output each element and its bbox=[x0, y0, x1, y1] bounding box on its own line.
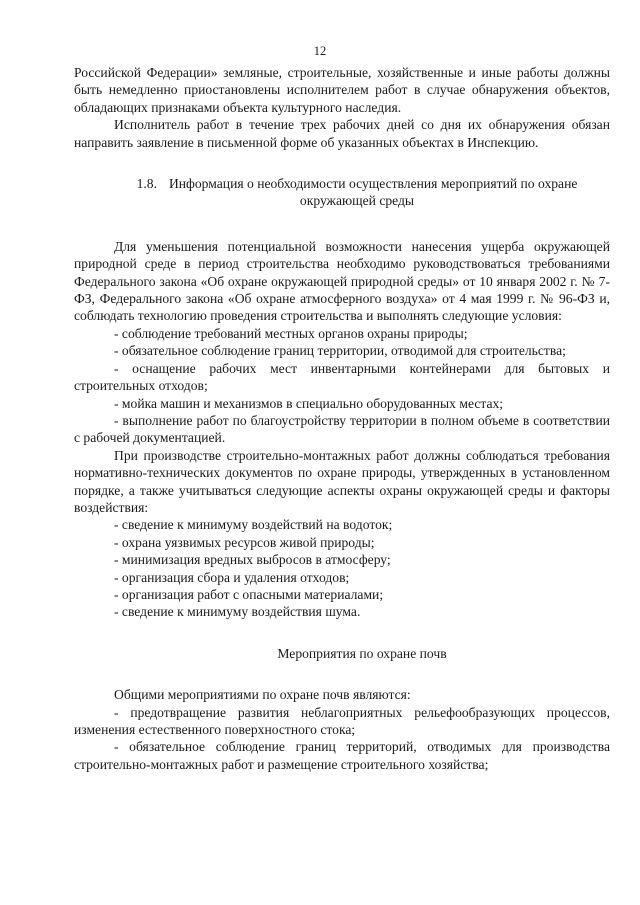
list-item: - выполнение работ по благоустройству территории в полном объеме в соответствии с рабочей документацией. bbox=[74, 412, 610, 446]
list-item: - сведение к минимуму воздействий на водоток; bbox=[114, 517, 393, 533]
soil-heading: Мероприятия по охране почв bbox=[277, 645, 447, 661]
list-item: - организация сбора и удаления отходов; bbox=[114, 569, 350, 585]
list-item: - организация работ с опасными материалами; bbox=[114, 586, 384, 602]
list-item: - предотвращение развития неблагоприятных рельефообразующих процессов, изменения естественного поверхностного стока; bbox=[74, 704, 610, 737]
page-number: 12 bbox=[313, 44, 327, 58]
list-item: - охрана уязвимых ресурсов живой природы; bbox=[114, 534, 375, 550]
list-item: - обязательное соблюдение границ территории, отводимой для строительства; bbox=[114, 343, 566, 359]
paragraph-soil-lead: Общими мероприятиями по охране почв являются: bbox=[114, 687, 411, 703]
list-item: - обязательное соблюдение границ территорий, отводимых для производства строительно-монтажных работ и размещение строительного хозяйства; bbox=[74, 739, 610, 772]
section-number: 1.8. bbox=[136, 176, 157, 192]
paragraph-intro-2: Исполнитель работ в течение трех рабочих дней со дня их обнаружения обязан направить заявление в письменной форме об указанных объектах в Инспекцию. bbox=[74, 117, 610, 150]
list-item: - оснащение рабочих мест инвентарными контейнерами для бытовых и строительных отходов; bbox=[74, 360, 610, 394]
list-item: - минимизация вредных выбросов в атмосферу; bbox=[114, 552, 391, 568]
document-body bbox=[74, 64, 610, 773]
paragraph-env-lead: Для уменьшения потенциальной возможности нанесения ущерба окружающей природной среде в период строительства необходимо руководствоваться требованиями Федерального закона «Об охране окружающей природной среды» от 10 января 2002 г. № 7-ФЗ, Федерального закона «Об охране атмосферного воздуха» от 4 мая 1999 г. № 96-ФЗ и, соблюдать технологию проведения строительства и выполнять следующие условия: bbox=[74, 238, 610, 324]
list-item: - мойка машин и механизмов в специально оборудованных местах; bbox=[114, 395, 504, 411]
section-heading bbox=[74, 175, 610, 210]
list-item: - соблюдение требований местных органов охраны природы; bbox=[114, 325, 468, 341]
list-item: - сведение к минимуму воздействия шума. bbox=[114, 604, 361, 620]
section-title: Информация о необходимости осуществления мероприятий по охране окружающей среды bbox=[168, 176, 578, 209]
paragraph-intro-1: Российской Федерации» земляные, строительные, хозяйственные и иные работы должны быть немедленно приостановлены исполнителем работ в случае обнаружения объектов, обладающих признаками объекта культурного наследия. bbox=[74, 65, 610, 115]
paragraph-env-aspects-lead: При производстве строительно-монтажных работ должны соблюдаться требования нормативно-технических документов по охране природы, утвержденных в установленном порядке, а также учитываться следующие аспекты охраны окружающей среды и факторы воздействия: bbox=[74, 447, 610, 515]
